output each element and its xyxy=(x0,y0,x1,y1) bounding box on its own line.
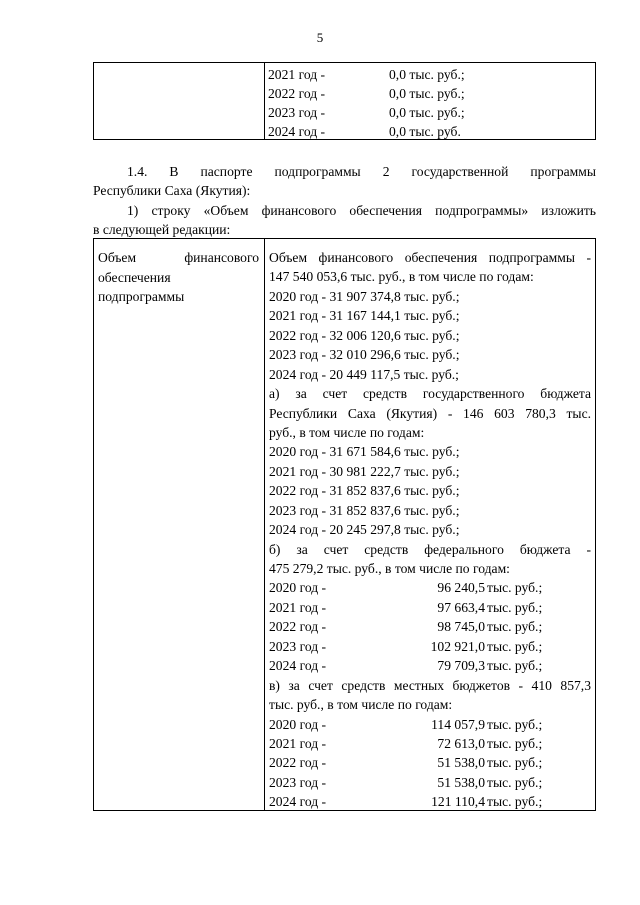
year-line: 2023 год - 32 010 296,6 тыс. руб.; xyxy=(269,347,460,363)
table-row xyxy=(268,84,588,103)
year-label: 2021 год - xyxy=(268,67,326,82)
regional-budget-line: руб., в том числе по годам: xyxy=(269,424,425,440)
year-line: 2024 год - 20 245 297,8 тыс. руб.; xyxy=(269,522,460,538)
year-line xyxy=(269,734,591,753)
federal-budget-line: 475 279,2 тыс. руб., в том числе по годам: xyxy=(269,561,510,576)
year-label: 2021 год - xyxy=(269,599,327,615)
table-row xyxy=(268,122,588,141)
funding-table xyxy=(93,238,596,811)
unit-label: тыс. руб.; xyxy=(487,638,543,654)
unit-label: тыс. руб.; xyxy=(487,755,543,771)
row-header-line: Объем финансового xyxy=(98,250,259,265)
amount-value: 98 745,0 xyxy=(437,619,485,635)
year-label: 2022 год - xyxy=(269,619,327,635)
year-label: 2024 год - xyxy=(269,658,327,674)
year-line xyxy=(269,753,591,772)
table-column-divider xyxy=(264,63,265,139)
section-paragraph xyxy=(93,162,596,200)
year-line xyxy=(269,715,591,734)
year-line: 2023 год - 31 852 837,6 тыс. руб.; xyxy=(269,502,460,518)
year-label: 2023 год - xyxy=(268,105,326,120)
amount-value: 0,0 тыс. руб.; xyxy=(389,67,465,82)
year-label: 2020 год - xyxy=(269,580,327,596)
carryover-table xyxy=(93,62,596,140)
year-line xyxy=(269,656,591,675)
amount-value: 96 240,5 xyxy=(437,580,485,596)
unit-label: тыс. руб.; xyxy=(487,794,543,810)
funding-details-cell xyxy=(269,248,591,812)
row-header-cell xyxy=(98,248,259,307)
paragraph-line: в следующей редакции: xyxy=(93,222,231,237)
amount-value: 51 538,0 xyxy=(437,755,485,771)
total-funding-line: 147 540 053,6 тыс. руб., в том числе по годам: xyxy=(269,269,534,285)
unit-label: тыс. руб.; xyxy=(487,580,543,596)
regional-budget-line: Республики Саха (Якутия) - 146 603 780,3 тыс. xyxy=(269,405,591,421)
table-row xyxy=(268,103,588,122)
row-header-line: обеспечения xyxy=(98,269,171,285)
local-budget-line: тыс. руб., в том числе по годам: xyxy=(269,697,453,713)
year-line xyxy=(269,598,591,617)
year-label: 2023 год - xyxy=(269,774,327,790)
amount-value: 114 057,9 xyxy=(431,716,485,732)
year-line xyxy=(269,773,591,792)
year-label: 2020 год - xyxy=(269,716,327,732)
amount-value: 102 921,0 xyxy=(430,638,485,654)
year-line: 2022 год - 32 006 120,6 тыс. руб.; xyxy=(269,327,460,343)
amount-value: 79 709,3 xyxy=(437,658,485,674)
regional-budget-line: а) за счет средств государственного бюджета xyxy=(269,386,591,402)
year-label: 2024 год - xyxy=(269,794,327,810)
federal-budget-line: б) за счет средств федерального бюджета - xyxy=(269,541,591,557)
amount-value: 0,0 тыс. руб.; xyxy=(389,105,465,120)
page-number: 5 xyxy=(316,30,324,45)
table-column-divider xyxy=(264,239,265,810)
unit-label: тыс. руб.; xyxy=(487,774,543,790)
total-funding-line: Объем финансового обеспечения подпрограммы - xyxy=(269,250,591,265)
year-line: 2020 год - 31 907 374,8 тыс. руб.; xyxy=(269,288,460,304)
year-line: 2022 год - 31 852 837,6 тыс. руб.; xyxy=(269,483,460,499)
unit-label: тыс. руб.; xyxy=(487,658,543,674)
row-header-line: подпрограммы xyxy=(98,289,185,305)
year-line xyxy=(269,617,591,636)
year-line: 2021 год - 30 981 222,7 тыс. руб.; xyxy=(269,463,460,479)
year-label: 2023 год - xyxy=(269,638,327,654)
amount-value: 51 538,0 xyxy=(437,774,485,790)
amount-value: 0,0 тыс. руб.; xyxy=(389,86,465,101)
amount-value: 121 110,4 xyxy=(431,794,485,810)
paragraph-line: Республики Саха (Якутия): xyxy=(93,183,251,198)
year-line: 2021 год - 31 167 144,1 тыс. руб.; xyxy=(269,308,460,324)
year-label: 2024 год - xyxy=(268,124,326,139)
amount-value: 97 663,4 xyxy=(437,599,485,615)
instruction-paragraph xyxy=(93,201,596,239)
unit-label: тыс. руб.; xyxy=(487,619,543,635)
amount-value: 0,0 тыс. руб. xyxy=(389,124,461,139)
unit-label: тыс. руб.; xyxy=(487,716,543,732)
year-line xyxy=(269,637,591,656)
unit-label: тыс. руб.; xyxy=(487,599,543,615)
unit-label: тыс. руб.; xyxy=(487,735,543,751)
year-label: 2021 год - xyxy=(269,735,327,751)
year-line: 2020 год - 31 671 584,6 тыс. руб.; xyxy=(269,444,460,460)
carryover-year-list xyxy=(268,65,588,141)
year-line: 2024 год - 20 449 117,5 тыс. руб.; xyxy=(269,366,459,382)
local-budget-line: в) за счет средств местных бюджетов - 410 857,3 xyxy=(269,677,591,693)
paragraph-line: 1) строку «Объем финансового обеспечения подпрограммы» изложить xyxy=(127,203,596,218)
year-line xyxy=(269,578,591,597)
year-line xyxy=(269,792,591,811)
amount-value: 72 613,0 xyxy=(437,735,485,751)
paragraph-line: 1.4. В паспорте подпрограммы 2 государственной программы xyxy=(127,164,596,179)
year-label: 2022 год - xyxy=(269,755,327,771)
table-row xyxy=(268,65,588,84)
year-label: 2022 год - xyxy=(268,86,326,101)
